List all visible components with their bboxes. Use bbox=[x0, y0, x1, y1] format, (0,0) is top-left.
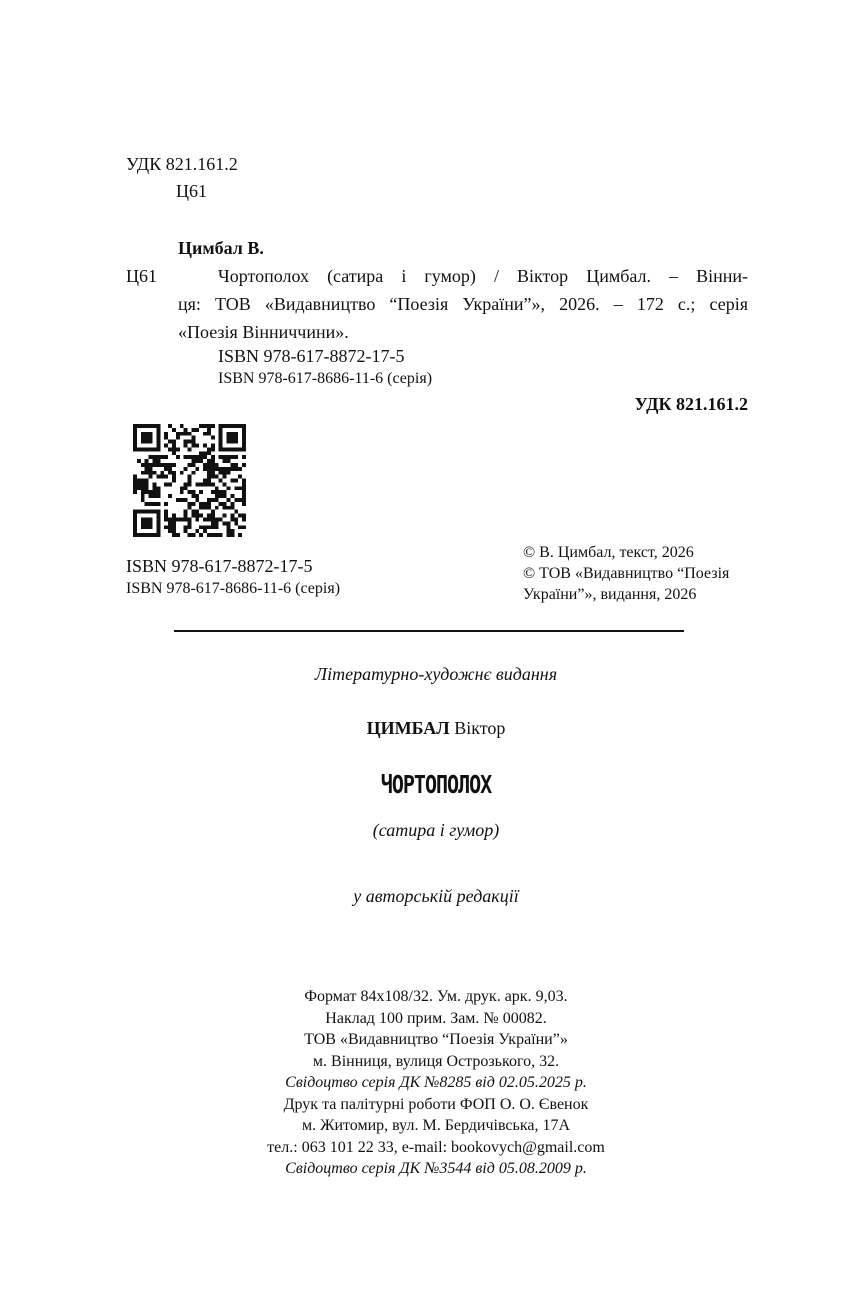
imprint-line: Свідоцтво серія ДК №8285 від 02.05.2025 р. bbox=[285, 1074, 587, 1091]
imprint-line: Друк та палітурні роботи ФОП О. О. Євенок bbox=[283, 1095, 589, 1113]
copyright-line-2: © ТОВ «Видавництво “Поезія bbox=[523, 565, 730, 582]
code-side: Ц61 bbox=[126, 266, 157, 286]
imprint-line: Наклад 100 прим. Зам. № 00082. bbox=[325, 1009, 547, 1027]
description-line-3: «Поезія Вінниччини». bbox=[178, 322, 349, 342]
author-line bbox=[136, 718, 736, 739]
genre: Літературно-художнє видання bbox=[314, 664, 558, 684]
description-line-2: ця: ТОВ «Видавництво “Поезія України”», 2026. – 172 с.; серія bbox=[178, 294, 748, 314]
book-title: ЧОРТОПОЛОХ bbox=[380, 769, 492, 799]
subtitle: (сатира і гумор) bbox=[372, 820, 500, 840]
isbn-main-header: ISBN 978-617-8872-17-5 bbox=[218, 346, 405, 366]
code-top: Ц61 bbox=[176, 181, 207, 201]
imprint-line: Свідоцтво серія ДК №3544 від 05.08.2009 р. bbox=[285, 1160, 587, 1177]
qr-code-icon bbox=[133, 424, 246, 537]
imprint-line: м. Житомир, вул. М. Бердичівська, 17А bbox=[301, 1117, 571, 1134]
isbn-series-header: ISBN 978-617-8686-11-6 (серія) bbox=[218, 370, 433, 387]
imprint-line: Формат 84х108/32. Ум. друк. арк. 9,03. bbox=[304, 988, 568, 1005]
author-heading: Цимбал В. bbox=[178, 238, 264, 258]
author-surname: ЦИМБАЛ bbox=[366, 718, 450, 738]
isbn-main: ISBN 978-617-8872-17-5 bbox=[126, 556, 313, 576]
divider bbox=[174, 630, 684, 632]
imprint-line: м. Вінниця, вулиця Острозького, 32. bbox=[312, 1052, 560, 1070]
description-line-1: Чортополох (сатира і гумор) / Віктор Цимбал. – Вінни- bbox=[218, 266, 748, 286]
copyright-line-3: України”», видання, 2026 bbox=[523, 586, 697, 603]
imprint-line: тел.: 063 101 22 33, e-mail: bookovych@gmail.com bbox=[267, 1138, 605, 1156]
udk-top: УДК 821.161.2 bbox=[126, 154, 238, 174]
copyright-line-1: © В. Цимбал, текст, 2026 bbox=[523, 544, 694, 561]
imprint-block bbox=[156, 986, 716, 1180]
imprint-line: ТОВ «Видавництво “Поезія України”» bbox=[304, 1031, 568, 1048]
udk-bold: УДК 821.161.2 bbox=[634, 394, 748, 414]
edition-note: у авторській редакції bbox=[353, 886, 519, 906]
isbn-series: ISBN 978-617-8686-11-6 (серія) bbox=[126, 580, 341, 597]
author-name: Віктор bbox=[454, 718, 506, 738]
title-wrap bbox=[136, 769, 736, 799]
